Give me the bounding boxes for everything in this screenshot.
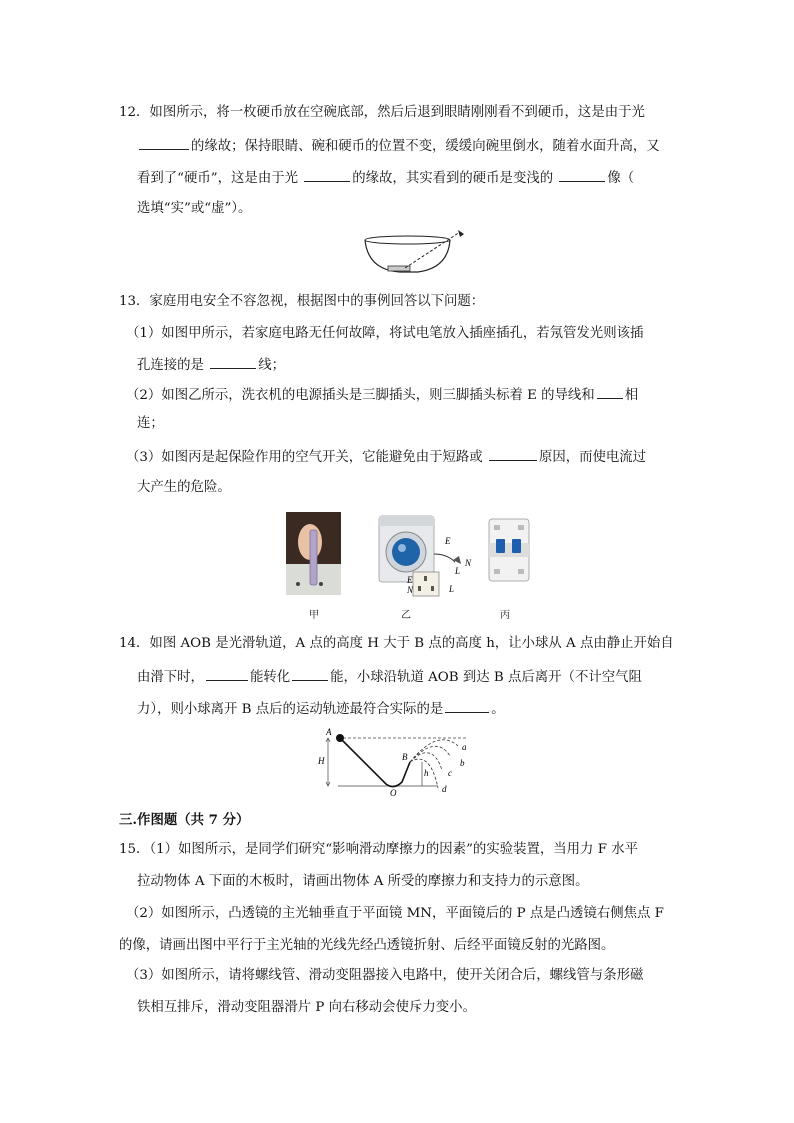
q15-line-2: 拉动物体 A 下面的木板时，请画出物体 A 所受的摩擦力和支持力的示意图。: [137, 874, 589, 889]
label-trajectory-a: a: [462, 742, 467, 752]
q13-line-1: 13．家庭用电安全不容忽视，根据图中的事例回答以下问题：: [119, 294, 485, 309]
label-b-point: B: [402, 752, 408, 762]
q12-line-4: 选填“实”或“虚”）。: [137, 201, 252, 216]
answer-blank[interactable]: [304, 167, 350, 182]
q13-line-4: （2）如图乙所示，洗衣机的电源插头是三脚插头，则三脚插头标着 E 的导线和 相: [126, 384, 638, 406]
answer-blank[interactable]: [206, 666, 248, 681]
label-trajectory-c: c: [448, 768, 452, 778]
section-heading: 三.作图题（共 7 分）: [119, 812, 250, 828]
q12-line-3: 看到了“硬币”，这是由于光 的缘故，其实看到的硬币是变浅的 像（: [137, 167, 634, 189]
socket-label-e: E: [407, 575, 413, 585]
caption-bing: 丙: [500, 610, 510, 621]
answer-blank[interactable]: [139, 135, 189, 150]
answer-blank[interactable]: [489, 446, 537, 461]
ball-shape: [336, 734, 344, 742]
air-switch-figure: [486, 517, 532, 583]
bowl-figure: [360, 228, 470, 276]
answer-blank[interactable]: [559, 167, 605, 182]
answer-blank[interactable]: [210, 354, 256, 369]
answer-blank[interactable]: [292, 666, 328, 681]
plug-label-l: L: [455, 566, 461, 576]
washing-machine-figure: [377, 514, 477, 599]
label-height-h-small: h: [424, 768, 429, 778]
plug-label-n: N: [465, 558, 472, 568]
answer-blank[interactable]: [597, 384, 623, 399]
q15-line-5: （3）如图所示，请将螺线管、滑动变阻器接入电路中，使开关闭合后，螺线管与条形磁: [126, 968, 644, 983]
label-height-h-big: H: [318, 756, 325, 766]
q13-line-6: （3）如图丙是起保险作用的空气开关，它能避免由于短路或 原因，而使电流过: [126, 446, 646, 468]
socket-label-n: N: [407, 585, 414, 595]
label-trajectory-b: b: [460, 758, 465, 768]
eye-icon: [458, 230, 464, 237]
q13-line-2: （1）如图甲所示，若家庭电路无任何故障，将试电笔放入插座插孔，若氖管发光则该插: [126, 326, 644, 341]
q13-line-5: 连；: [137, 416, 164, 431]
socket-label-l: L: [449, 584, 455, 594]
label-trajectory-d: d: [442, 784, 447, 794]
caption-jia: 甲: [309, 610, 319, 621]
label-a-point: A: [326, 727, 332, 737]
q12-line-2: 的缘故；保持眼睛、碗和硬币的位置不变，缓缓向碗里倒水，随着水面升高，又: [137, 135, 660, 157]
q14-line-3: 力），则小球离开 B 点后的运动轨迹最符合实际的是 。: [137, 698, 505, 720]
track-figure: [318, 726, 498, 796]
plug-label-e: E: [445, 536, 451, 546]
q15-line-3: （2）如图所示，凸透镜的主光轴垂直于平面镜 MN，平面镜后的 P 点是凸透镜右侧焦点 F: [126, 906, 664, 921]
q15-line-6: 铁相互排斥，滑动变阻器滑片 P 向右移动会使斥力变小。: [137, 1000, 476, 1015]
q14-line-2: 由滑下时， 能转化 能，小球沿轨道 AOB 到达 B 点后离开（不计空气阻: [137, 666, 642, 688]
socket-icon: [413, 572, 439, 596]
answer-blank[interactable]: [445, 698, 489, 713]
test-pen-photo: [286, 512, 341, 595]
q13-line-3: 孔连接的是 线；: [137, 354, 285, 376]
q15-line-4: 的像，请画出图中平行于主光轴的光线先经凸透镜折射、后经平面镜反射的光路图。: [119, 938, 615, 953]
label-o-point: O: [390, 788, 397, 796]
q13-line-7: 大产生的危险。: [137, 480, 231, 495]
q15-line-1: 15．（1）如图所示，是同学们研究“影响滑动摩擦力的因素”的实验装置，当用力 F 水平: [119, 842, 639, 857]
q12-line-1: 12．如图所示，将一枚硬币放在空碗底部，然后后退到眼睛刚刚看不到硬币，这是由于光: [119, 105, 645, 120]
q14-line-1: 14．如图 AOB 是光滑轨道，A 点的高度 H 大于 B 点的高度 h，让小球从 A 点由静止开始自: [119, 636, 674, 651]
caption-yi: 乙: [401, 610, 411, 621]
